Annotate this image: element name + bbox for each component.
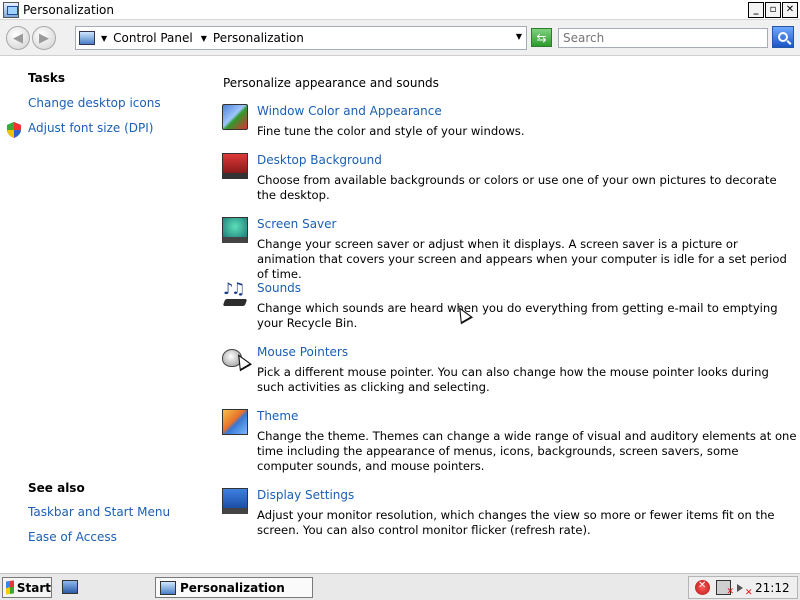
volume-muted-icon[interactable] xyxy=(737,584,743,592)
back-button[interactable] xyxy=(6,26,30,50)
taskbar-button-label: Personalization xyxy=(180,580,285,595)
sidebar xyxy=(0,57,210,572)
network-disconnected-icon[interactable] xyxy=(716,580,731,595)
list-item xyxy=(222,409,797,477)
link-theme[interactable]: Theme xyxy=(257,409,299,423)
window-color-icon[interactable] xyxy=(222,104,248,130)
link-display-settings[interactable]: Display Settings xyxy=(257,488,355,502)
title-bar xyxy=(0,0,800,20)
window-controls xyxy=(748,2,798,18)
show-desktop-icon[interactable] xyxy=(62,580,78,594)
list-item xyxy=(222,104,792,144)
refresh-button[interactable] xyxy=(531,28,552,47)
link-desktop-background[interactable]: Desktop Background xyxy=(257,153,382,167)
breadcrumb-personalization[interactable]: Personalization xyxy=(212,31,304,45)
forward-button[interactable] xyxy=(32,26,56,50)
breadcrumb-control-panel[interactable]: Control Panel xyxy=(113,31,193,45)
forward-arrow-icon: ▶ xyxy=(39,30,49,46)
chevron-down-icon[interactable]: ▼ xyxy=(200,33,207,43)
item-description: Change the theme. Themes can change a wide range of visual and auditory elements at one time including the appearance of menus, icons, backgrounds, screen savers, some computer sounds, and mouse pointers. xyxy=(257,429,797,473)
theme-icon[interactable] xyxy=(222,409,248,435)
list-item xyxy=(222,281,792,336)
sidebar-link-taskbar-start-menu[interactable]: Taskbar and Start Menu xyxy=(28,505,171,519)
list-item xyxy=(222,217,792,281)
back-arrow-icon: ◀ xyxy=(13,30,23,46)
search-button[interactable] xyxy=(772,26,794,48)
search-field[interactable] xyxy=(558,28,768,48)
close-button[interactable]: ✕ xyxy=(782,2,798,18)
sidebar-link-adjust-font-size[interactable]: Adjust font size (DPI) xyxy=(28,121,154,135)
start-label: Start xyxy=(16,580,51,595)
start-button[interactable] xyxy=(2,577,52,598)
display-settings-icon[interactable] xyxy=(222,488,248,514)
system-tray xyxy=(688,576,798,599)
sidebar-link-change-desktop-icons[interactable]: Change desktop icons xyxy=(28,96,161,110)
list-item xyxy=(222,153,792,208)
breadcrumb[interactable] xyxy=(75,26,527,50)
main-content xyxy=(210,57,800,572)
desktop-background-icon[interactable] xyxy=(222,153,248,179)
control-panel-icon xyxy=(160,581,176,595)
control-panel-icon xyxy=(3,2,19,18)
refresh-icon: ⇆ xyxy=(536,30,547,45)
sidebar-link-ease-of-access[interactable]: Ease of Access xyxy=(28,530,117,544)
item-description: Change which sounds are heard when you do everything from getting e-mail to emptying your Recycle Bin. xyxy=(257,301,778,330)
clock[interactable]: 21:12 xyxy=(755,580,790,595)
address-dropdown-icon[interactable]: ▼ xyxy=(515,32,522,41)
search-input[interactable] xyxy=(559,29,767,47)
item-description: Change your screen saver or adjust when it displays. A screen saver is a picture or animation that covers your screen and appears when your computer is idle for a set period of time. xyxy=(257,237,787,281)
control-panel-icon xyxy=(79,31,95,45)
sounds-icon[interactable]: ♪ ♫ xyxy=(222,281,248,307)
taskbar-button-personalization[interactable] xyxy=(155,577,313,598)
security-alert-icon[interactable] xyxy=(695,580,710,595)
maximize-button[interactable]: ▫ xyxy=(765,2,781,18)
item-description: Fine tune the color and style of your windows. xyxy=(257,124,525,138)
link-window-color-appearance[interactable]: Window Color and Appearance xyxy=(257,104,442,118)
item-description: Adjust your monitor resolution, which changes the view so more or fewer items fit on the screen. You can also control monitor flicker (refresh rate). xyxy=(257,508,775,537)
item-description: Choose from available backgrounds or colors or use one of your own pictures to decorate the desktop. xyxy=(257,173,777,202)
page-title: Personalize appearance and sounds xyxy=(223,76,439,90)
tasks-heading: Tasks xyxy=(28,71,66,85)
taskbar xyxy=(0,573,800,600)
address-bar xyxy=(0,20,800,56)
uac-shield-icon xyxy=(7,122,21,138)
window-title: Personalization xyxy=(23,2,114,17)
link-screen-saver[interactable]: Screen Saver xyxy=(257,217,337,231)
chevron-down-icon[interactable]: ▼ xyxy=(101,33,108,43)
list-item xyxy=(222,488,792,543)
search-icon xyxy=(778,32,788,42)
see-also-heading: See also xyxy=(28,481,85,495)
screen-saver-icon[interactable] xyxy=(222,217,248,243)
item-description: Pick a different mouse pointer. You can also change how the mouse pointer looks during such activities as clicking and selecting. xyxy=(257,365,769,394)
link-sounds[interactable]: Sounds xyxy=(257,281,302,295)
link-mouse-pointers[interactable]: Mouse Pointers xyxy=(257,345,349,359)
minimize-button[interactable]: _ xyxy=(748,2,764,18)
list-item xyxy=(222,345,792,400)
windows-logo-icon xyxy=(6,580,14,594)
